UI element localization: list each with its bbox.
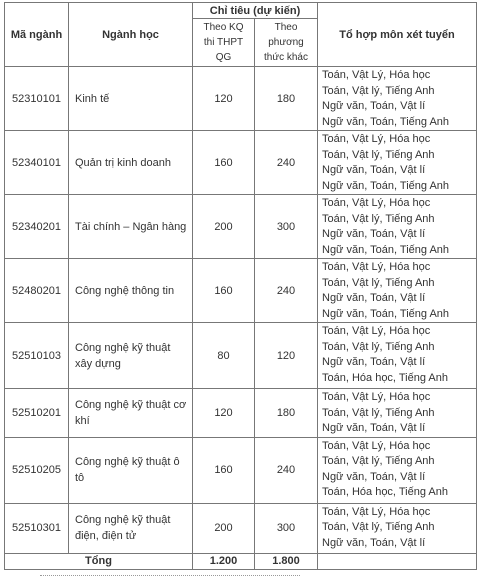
major-code: 52310101 bbox=[5, 67, 69, 131]
subject-combo: Toán, Vật Lý, Hóa học bbox=[322, 197, 431, 209]
major-name-line: Công nghệ kỹ thuật bbox=[75, 341, 171, 354]
major-name bbox=[69, 323, 193, 389]
header-quota-exam: Theo KQ thi THPT QG bbox=[193, 19, 255, 67]
header-quota-other: Theo phương thức khác bbox=[255, 19, 318, 67]
table-row bbox=[5, 503, 477, 553]
subject-combo: Toán, Vật Lý, Hóa học bbox=[322, 325, 431, 337]
table-row bbox=[5, 437, 477, 503]
major-name bbox=[69, 67, 193, 131]
quota-exam: 160 bbox=[193, 131, 255, 195]
total-exam: 1.200 bbox=[193, 553, 255, 569]
subject-combo: Ngữ văn, Toán, Vật lí bbox=[322, 292, 426, 304]
subject-combo: Toán, Vật lý, Tiếng Anh bbox=[322, 406, 435, 419]
subject-combos bbox=[318, 195, 477, 259]
major-code: 52510205 bbox=[5, 437, 69, 503]
table-row bbox=[5, 195, 477, 259]
subject-combo: Ngữ văn, Toán, Vật lí bbox=[322, 536, 426, 549]
subject-combos bbox=[318, 131, 477, 195]
subject-combo: Toán, Hóa học, Tiếng Anh bbox=[322, 486, 448, 498]
subject-combo: Ngữ văn, Toán, Vật lí bbox=[322, 422, 426, 434]
major-name bbox=[69, 131, 193, 195]
major-name-line: Kinh tế bbox=[75, 92, 110, 105]
major-code: 52510103 bbox=[5, 323, 69, 389]
major-code: 52510201 bbox=[5, 389, 69, 438]
header-code: Mã ngành bbox=[5, 3, 69, 67]
major-name-line: Công nghệ thông tin bbox=[75, 284, 175, 297]
major-name bbox=[69, 195, 193, 259]
subject-combo: Toán, Vật lý, Tiếng Anh bbox=[322, 340, 435, 353]
major-name-line: Công nghệ kỹ thuật cơ bbox=[75, 398, 187, 411]
quota-other: 300 bbox=[255, 503, 318, 553]
subject-combos bbox=[318, 437, 477, 503]
subject-combos bbox=[318, 67, 477, 131]
quota-other: 180 bbox=[255, 67, 318, 131]
table-row bbox=[5, 259, 477, 323]
major-name-line: Công nghệ kỹ thuật ô bbox=[75, 456, 180, 468]
subject-combo: Toán, Vật Lý, Hóa học bbox=[322, 69, 431, 81]
major-name bbox=[69, 389, 193, 438]
major-code: 52510301 bbox=[5, 503, 69, 553]
major-name-line: Công nghệ kỹ thuật bbox=[75, 514, 171, 526]
quota-exam: 160 bbox=[193, 437, 255, 503]
quota-exam: 80 bbox=[193, 323, 255, 389]
subject-combos bbox=[318, 389, 477, 438]
subject-combo: Toán, Vật lý, Tiếng Anh bbox=[322, 148, 435, 161]
table-row bbox=[5, 323, 477, 389]
subject-combo: Ngữ văn, Toán, Tiếng Anh bbox=[322, 179, 450, 192]
subject-combo: Toán, Vật Lý, Hóa học bbox=[322, 439, 431, 452]
subject-combo: Toán, Vật lý, Tiếng Anh bbox=[322, 212, 435, 225]
table-row bbox=[5, 389, 477, 438]
quota-other: 180 bbox=[255, 389, 318, 438]
table-row bbox=[5, 131, 477, 195]
major-code: 52480201 bbox=[5, 259, 69, 323]
page-cutoff-line bbox=[40, 575, 300, 579]
subject-combo: Ngữ văn, Toán, Vật lí bbox=[322, 228, 426, 240]
major-name-line: tô bbox=[75, 472, 85, 484]
subject-combo: Toán, Vật lý, Tiếng Anh bbox=[322, 521, 435, 533]
subject-combo: Ngữ văn, Toán, Tiếng Anh bbox=[322, 243, 450, 256]
total-combos-empty bbox=[318, 553, 477, 569]
major-name-line: xây dựng bbox=[75, 357, 121, 370]
total-label: Tổng bbox=[5, 553, 193, 569]
major-name-line: khí bbox=[75, 414, 90, 427]
subject-combo: Toán, Vật Lý, Hóa học bbox=[322, 133, 431, 145]
subject-combo: Toán, Vật Lý, Hóa học bbox=[322, 391, 431, 403]
admission-quota-table bbox=[4, 2, 477, 570]
table-row bbox=[5, 67, 477, 131]
header-combos: Tổ hợp môn xét tuyển bbox=[318, 3, 477, 67]
header-major: Ngành học bbox=[69, 3, 193, 67]
subject-combo: Toán, Vật lý, Tiếng Anh bbox=[322, 84, 435, 97]
major-name bbox=[69, 503, 193, 553]
subject-combos bbox=[318, 259, 477, 323]
quota-exam: 120 bbox=[193, 67, 255, 131]
major-name-line: Tài chính – Ngân hàng bbox=[75, 220, 187, 233]
quota-other: 240 bbox=[255, 259, 318, 323]
subject-combo: Ngữ văn, Toán, Tiếng Anh bbox=[322, 115, 450, 128]
quota-exam: 200 bbox=[193, 195, 255, 259]
subject-combo: Ngữ văn, Toán, Vật lí bbox=[322, 100, 426, 112]
quota-other: 240 bbox=[255, 437, 318, 503]
subject-combo: Toán, Vật lý, Tiếng Anh bbox=[322, 276, 435, 289]
subject-combo: Toán, Hóa học, Tiếng Anh bbox=[322, 371, 448, 384]
subject-combo: Toán, Vật lý, Tiếng Anh bbox=[322, 455, 435, 467]
total-row bbox=[5, 553, 477, 569]
major-code: 52340201 bbox=[5, 195, 69, 259]
quota-exam: 200 bbox=[193, 503, 255, 553]
subject-combo: Toán, Vật Lý, Hóa học bbox=[322, 261, 431, 273]
subject-combo: Ngữ văn, Toán, Vật lí bbox=[322, 356, 426, 368]
total-other: 1.800 bbox=[255, 553, 318, 569]
subject-combos bbox=[318, 503, 477, 553]
major-name bbox=[69, 437, 193, 503]
subject-combos bbox=[318, 323, 477, 389]
quota-exam: 160 bbox=[193, 259, 255, 323]
subject-combo: Ngữ văn, Toán, Vật lí bbox=[322, 164, 426, 176]
subject-combo: Ngữ văn, Toán, Vật lí bbox=[322, 470, 426, 483]
header-quota: Chỉ tiêu (dự kiến) bbox=[193, 3, 318, 19]
subject-combo: Toán, Vật Lý, Hóa học bbox=[322, 505, 431, 518]
major-name-line: điện, điện tử bbox=[75, 530, 137, 542]
quota-other: 300 bbox=[255, 195, 318, 259]
major-name-line: Quản trị kinh doanh bbox=[75, 156, 172, 169]
quota-other: 120 bbox=[255, 323, 318, 389]
major-name bbox=[69, 259, 193, 323]
quota-other: 240 bbox=[255, 131, 318, 195]
major-code: 52340101 bbox=[5, 131, 69, 195]
subject-combo: Ngữ văn, Toán, Tiếng Anh bbox=[322, 307, 450, 320]
quota-exam: 120 bbox=[193, 389, 255, 438]
